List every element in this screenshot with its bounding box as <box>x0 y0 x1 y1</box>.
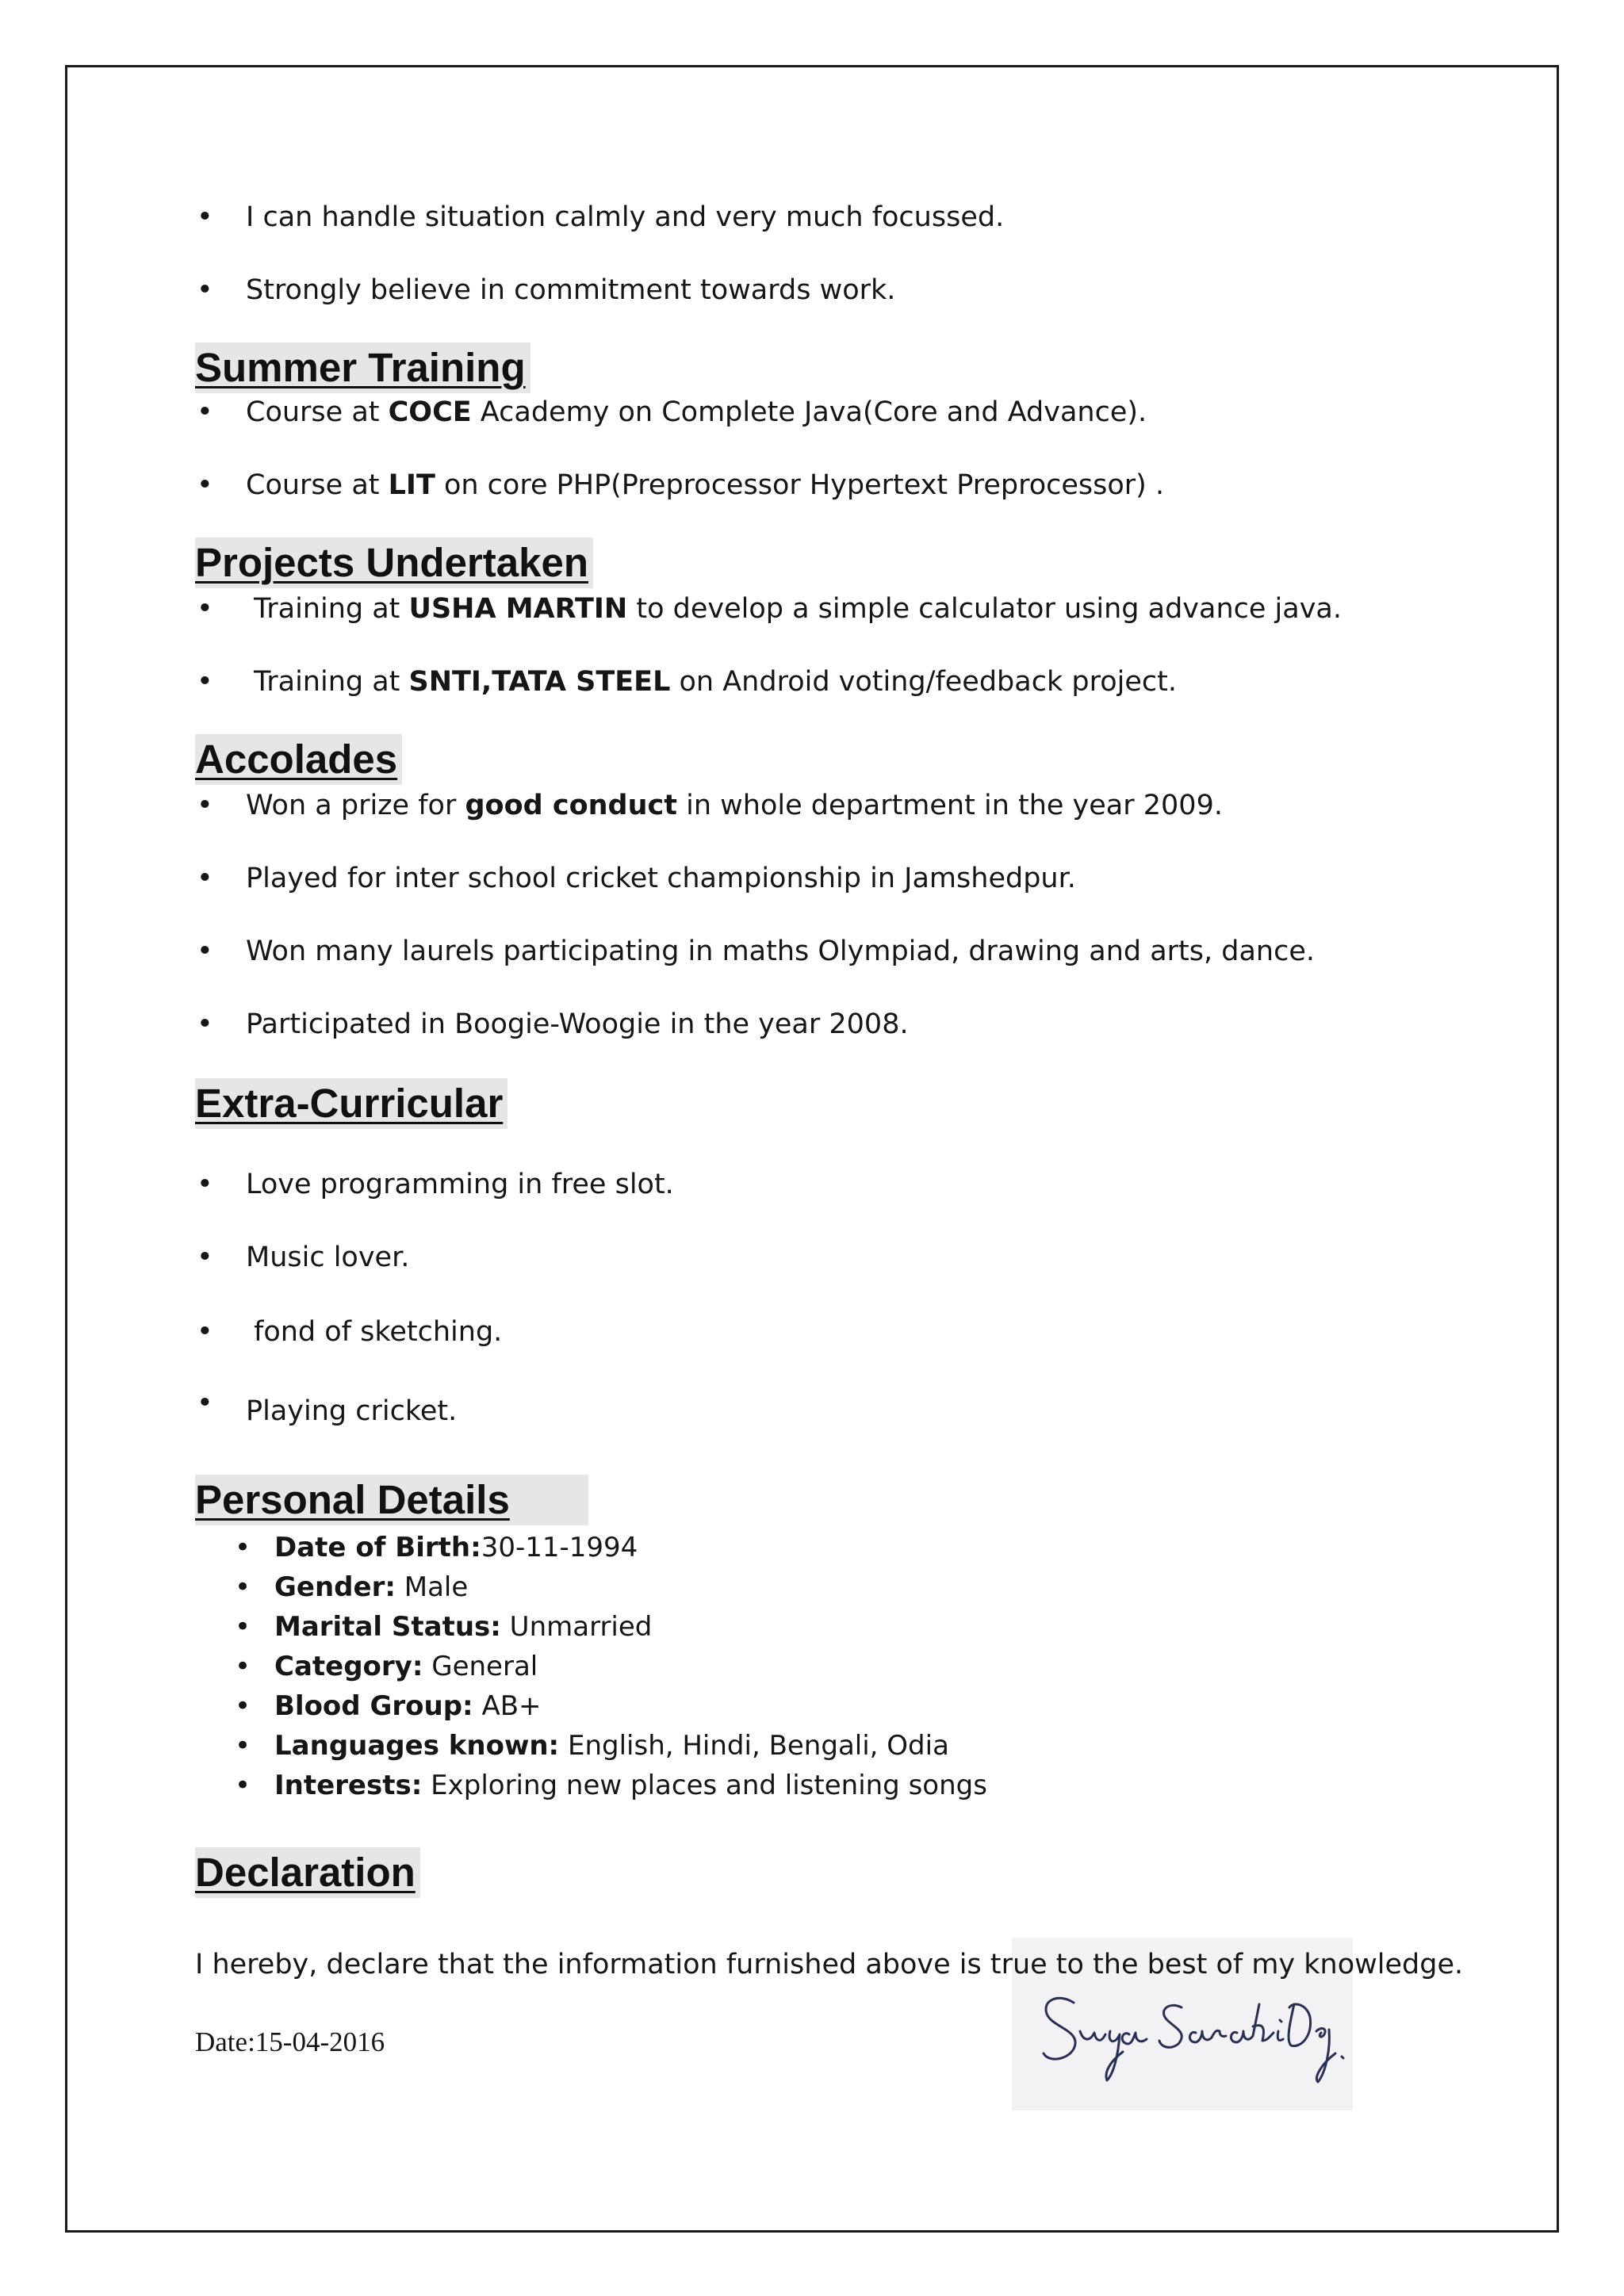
bullet-icon: • <box>197 469 213 501</box>
accolades-heading: Accolades <box>195 734 402 785</box>
declaration-heading: Declaration <box>195 1847 420 1898</box>
bullet-icon: • <box>197 1316 213 1348</box>
bullet-icon: • <box>235 1532 251 1563</box>
summer-training-heading: Summer Training <box>195 342 530 393</box>
declaration-text: I hereby, declare that the information furnished above is true to the best of my knowledge. <box>195 1949 1464 1980</box>
declaration-date: Date:15-04-2016 <box>195 2026 385 2057</box>
bullet-icon: • <box>197 936 213 967</box>
bullet-icon: • <box>235 1770 251 1801</box>
bullet-icon: • <box>197 201 213 233</box>
bullet-icon: • <box>197 1008 213 1040</box>
personal-details-heading: Personal Details <box>195 1475 588 1525</box>
bullet-icon: • <box>197 1242 213 1273</box>
bullet-icon: • <box>197 863 213 894</box>
bullet-icon: • <box>197 396 213 428</box>
bullet-icon: • <box>235 1571 251 1603</box>
projects-heading: Projects Undertaken <box>195 538 593 588</box>
bullet-icon: • <box>235 1730 251 1762</box>
bullet-icon: • <box>197 1387 213 1419</box>
bullet-icon: • <box>197 790 213 821</box>
bullet-icon: • <box>197 593 213 625</box>
bullet-icon: • <box>197 1169 213 1200</box>
bullet-icon: • <box>235 1611 251 1643</box>
extra-curricular-heading: Extra-Curricular <box>195 1078 508 1129</box>
bullet-icon: • <box>197 666 213 698</box>
bullet-icon: • <box>197 274 213 306</box>
bullet-icon: • <box>235 1651 251 1682</box>
bullet-icon: • <box>235 1690 251 1722</box>
